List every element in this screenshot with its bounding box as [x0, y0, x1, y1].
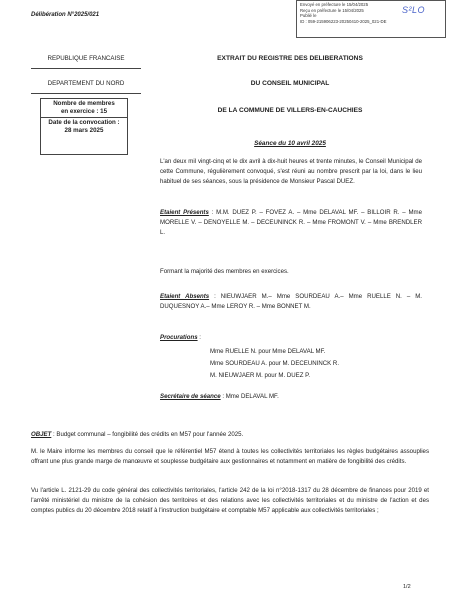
council-title: DU CONSEIL MUNICIPAL — [250, 80, 330, 87]
convocation-date — [41, 118, 127, 136]
members-exercise: en exercice : 15 — [60, 108, 108, 115]
slo-logo: S²LO — [402, 5, 426, 15]
register-title: EXTRAIT DU REGISTRE DES DELIBERATIONS — [217, 55, 363, 62]
stamp-line-id: ID : 059-215906223-20250410-2025_021-DE — [300, 18, 387, 24]
paragraph-1: M. le Maire informe les membres du conseil que le référentiel M57 étend à toutes les collectivités territoriales les règles budgétaires assouplies offrant une plus grande marge de manœuvre et souplesse budgétaire aux gestionnaires et notamment en matière de fongibilité des crédits. — [31, 448, 429, 465]
procurations-list — [210, 346, 339, 382]
presents-label: Etaient Présents — [160, 209, 209, 216]
procuration-item: M. NIEUWJAER M. pour M. DUEZ P. — [210, 372, 311, 379]
procurations-label: Procurations — [160, 334, 198, 341]
objet-line — [31, 430, 429, 440]
majority-text: Formant la majorité des membres en exercices. — [160, 268, 289, 275]
procuration-item: Mme RUELLE N. pour Mme DELAVAL MF. — [210, 348, 326, 355]
absents-list: : NIEUWJAER M.– Mme SOURDEAU A.– Mme RUELLE N. – M. DUQUESNOY A.– Mme LEROY R. – Mme BONNET M. — [160, 293, 422, 310]
members-box — [40, 98, 128, 155]
secretary-name: : Mme DELAVAL MF. — [220, 393, 279, 400]
stamp-line-received: Reçu en préfecture le 15/04/2025 — [300, 7, 364, 13]
paragraph-2: Vu l'article L. 2121-29 du code général des collectivités territoriales, l'article 242 de la loi n°2018-1317 du 28 décembre de finances pour 2019 et l'arrêté ministériel du ministre de la cohésion des territoires et des relations avec les collectivités territoriales et du ministre de l'action et des comptes publics du 20 décembre 2018 relatif à l'instruction budgétaire et comptable M57 applicable aux collectivités territoriales ; — [31, 487, 429, 514]
department-label: DEPARTEMENT DU NORD — [47, 80, 125, 87]
stamp-line-sent: Envoyé en préfecture le 15/04/2025 — [300, 2, 369, 7]
seance-date: Séance du 10 avril 2025 — [254, 140, 326, 147]
presents-paragraph — [160, 208, 422, 238]
procurations-heading: Procurations : — [160, 334, 201, 341]
absents-paragraph — [160, 292, 422, 312]
deliberation-number: Délibération N°2025/021 — [31, 12, 100, 18]
divider — [31, 68, 141, 69]
stamp-line-published: Publié le — [300, 13, 317, 19]
members-count — [41, 99, 127, 118]
procuration-item: Mme SOURDEAU A. pour M. DECEUNINCK R. — [210, 360, 340, 367]
convocation-value: 28 mars 2025 — [64, 127, 104, 134]
page-number: 1/2 — [403, 584, 411, 590]
divider — [31, 93, 141, 94]
commune-title: DE LA COMMUNE DE VILLERS-EN-CAUCHIES — [217, 107, 363, 114]
objet-label: OBJET — [31, 431, 52, 438]
secretary-paragraph — [160, 392, 422, 402]
secretary-label: Secrétaire de séance — [160, 393, 221, 400]
members-label: Nombre de membres — [53, 100, 115, 107]
intro-paragraph: L'an deux mil vingt-cinq et le dix avril à dix-huit heures et trente minutes, le Conseil Municipal de cette Commune, régulièrement convoqué, s'est réuni au nombre prescrit par la loi, dans le lieu habituel de ses séances, sous la présidence de Monsieur Pascal DUEZ. — [160, 158, 422, 185]
presents-list: : M.M. DUEZ P. – FOVEZ A. – Mme DELAVAL MF. – BILLOIR R. – Mme MORELLE V. – DENOYELLE M. – DECEUNINCK R. – Mme FROMONT V. – Mme BRENDLER L. — [160, 209, 422, 236]
republic-label: REPUBLIQUE FRANCAISE — [47, 55, 125, 62]
convocation-label: Date de la convocation : — [48, 119, 120, 126]
objet-text: : Budget communal – fongibilité des crédits en M57 pour l'année 2025. — [51, 431, 244, 438]
absents-label: Etaient Absents — [160, 293, 210, 300]
